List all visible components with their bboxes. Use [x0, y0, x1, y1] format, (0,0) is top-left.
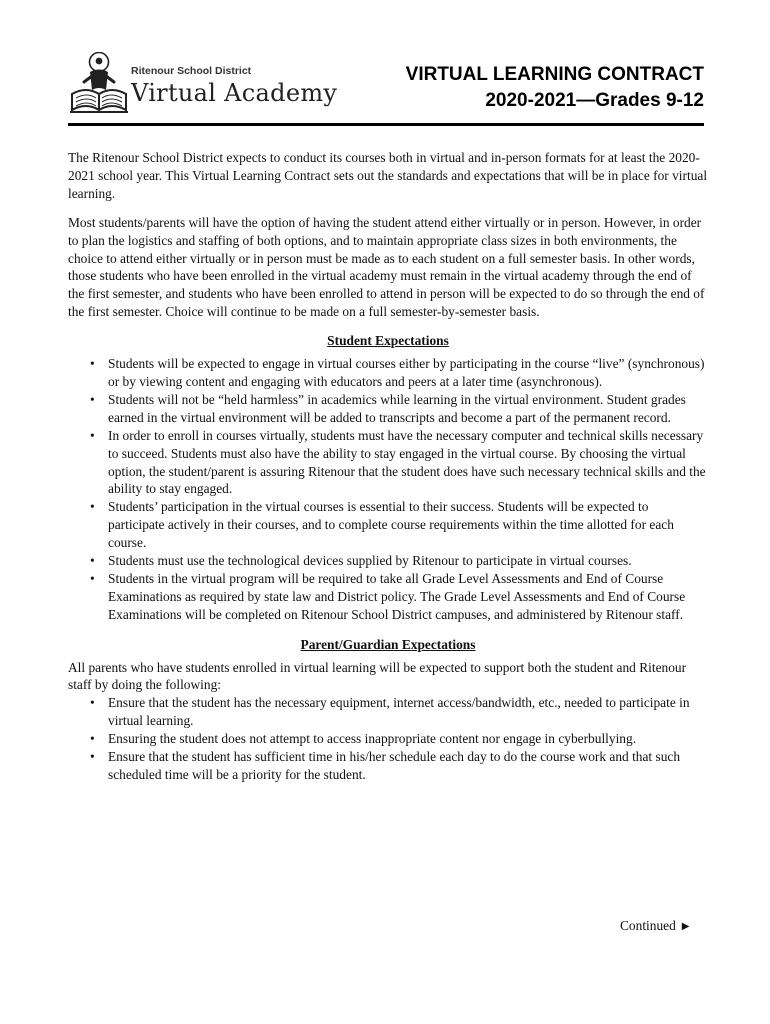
list-item: • Ensure that the student has the necessary equipment, internet access/bandwidth, etc., needed to participate in virtual learning.: [108, 694, 708, 730]
document-title: [406, 62, 704, 114]
list-item: • Students in the virtual program will be required to take all Grade Level Assessments and End of Course Examinations as required by state law and District policy. The Grade Level Assessments and End of Course Examinations will be completed on Ritenour School District campuses, and administered by Ritenour staff.: [108, 570, 708, 624]
document-body: [68, 149, 708, 796]
list-item: • Students’ participation in the virtual courses is essential to their success. Students will be expected to participate actively in their courses, and to complete course requirements within the time allotted for each course.: [108, 498, 708, 552]
student-expectations-heading: Student Expectations: [327, 333, 449, 349]
intro-paragraph-1: The Ritenour School District expects to conduct its courses both in virtual and in-person formats for at least the 2020-2021 school year. This Virtual Learning Contract sets out the standards and expectations that will be in place for virtual learning.: [68, 150, 708, 201]
right-triangle-icon: ▶: [681, 921, 690, 932]
title-line-1: VIRTUAL LEARNING CONTRACT: [405, 64, 704, 85]
book-figure-icon: [68, 52, 130, 116]
logo-academy-name: Virtual Academy: [131, 79, 338, 107]
student-expectations-list: [68, 355, 708, 624]
parent-intro-paragraph: All parents who have students enrolled in virtual learning will be expected to support both the student and Ritenour staff by doing the following:: [68, 659, 687, 693]
list-item: • Students will not be “held harmless” in academics while learning in the virtual environment. Student grades earned in the virtual environment will be added to transcripts and become a part of the permanent record.: [108, 391, 708, 427]
document-header: [68, 50, 704, 122]
intro-paragraph-2: Most students/parents will have the option of having the student attend either virtually or in person. However, in order to plan the logistics and staffing of both options, and to maintain appropriate class sizes in both environments, the choice to attend either virtually or in person must be made as to each student on a full semester basis. In other words, those students who have been enrolled in the virtual academy must remain in the virtual academy through the end of the first semester, and students who have been enrolled to attend in person will be expected to do so through the end of the first semester. Choice will continue to be made on a full semester-by-semester basis.: [68, 214, 705, 320]
title-line-2: 2020-2021—Grades 9-12: [485, 90, 704, 111]
logo-district-name: Ritenour School District: [131, 65, 252, 77]
list-item: • Students must use the technological devices supplied by Ritenour to participate in virtual courses.: [108, 552, 708, 570]
list-item: • Students will be expected to engage in virtual courses either by participating in the course “live” (synchronous) or by viewing content and engaging with educators and peers at a later time (asynchronous).: [108, 355, 708, 391]
district-logo: [68, 50, 338, 120]
continued-label: Continued: [620, 918, 676, 933]
list-item: • Ensure that the student has sufficient time in his/her schedule each day to do the course work and that such scheduled time will be a priority for the student.: [108, 748, 708, 784]
parent-expectations-list: [68, 694, 708, 784]
header-divider: [68, 123, 704, 126]
list-item: • Ensuring the student does not attempt to access inappropriate content nor engage in cyberbullying.: [108, 730, 708, 748]
parent-expectations-heading: Parent/Guardian Expectations: [300, 636, 476, 652]
continued-link[interactable]: [620, 918, 690, 934]
list-item: • In order to enroll in courses virtually, students must have the necessary computer and technical skills necessary to succeed. Students must also have the ability to stay engaged in the virtual course. By choosing the virtual option, the student/parent is assuring Ritenour that the student does have such necessary technical skills and the ability to stay engaged.: [108, 427, 708, 499]
